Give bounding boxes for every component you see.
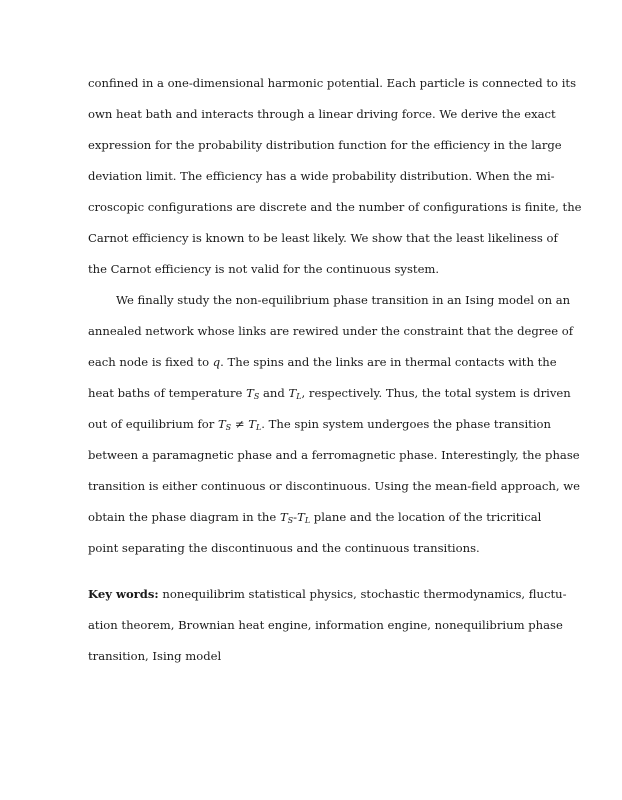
text-line: deviation limit. The efficiency has a wide probability distribution. When the mi- (88, 169, 555, 183)
text-span: - (293, 510, 298, 524)
math-subscript-l: L (255, 423, 262, 432)
text-span: and (259, 386, 289, 400)
text-line: between a paramagnetic phase and a ferromagnetic phase. Interestingly, the phase (88, 448, 580, 462)
math-subscript-s: S (253, 392, 260, 401)
math-subscript-s: S (225, 423, 232, 432)
text-span: out of equilibrium for (88, 417, 218, 431)
text-span: . The spins and the links are in thermal contacts with the (220, 355, 557, 369)
text-span: , respectively. Thus, the total system is driven (301, 386, 571, 400)
text-line: ation theorem, Brownian heat engine, information engine, nonequilibrium phase (88, 618, 563, 632)
math-variable-t: T (297, 510, 305, 524)
text-line: We finally study the non-equilibrium phase transition in an Ising model on an (116, 293, 571, 307)
text-span: each node is fixed to (88, 355, 213, 369)
keywords-label: Key words: (88, 587, 159, 601)
math-subscript-s: S (287, 516, 294, 525)
math-variable-t: T (217, 417, 226, 431)
math-variable-t: T (248, 417, 256, 431)
text-line: point separating the discontinuous and the continuous transitions. (88, 541, 480, 555)
text-line: the Carnot efficiency is not valid for the continuous system. (88, 262, 440, 276)
text-line (88, 587, 567, 603)
text-line: Carnot efficiency is known to be least likely. We show that the least likeliness of (88, 231, 558, 245)
text-line (88, 510, 542, 526)
text-line (88, 386, 571, 402)
text-span: . The spin system undergoes the phase transition (261, 417, 551, 431)
math-subscript-l: L (296, 392, 302, 401)
text-line: confined in a one-dimensional harmonic potential. Each particle is connected to its (88, 76, 577, 90)
text-span: plane and the location of the tricritical (310, 510, 542, 524)
text-span: nonequilibrim statistical physics, stochastic thermodynamics, fluctu- (158, 587, 567, 601)
text-line (88, 417, 551, 433)
text-line: transition, Ising model (88, 649, 222, 663)
text-line: annealed network whose links are rewired under the constraint that the degree of (88, 324, 574, 338)
math-not-equal: ≠ (231, 417, 249, 431)
math-variable-t: T (279, 510, 288, 524)
math-variable-t: T (246, 386, 254, 400)
text-line: expression for the probability distribution function for the efficiency in the large (88, 138, 562, 152)
math-variable-q: q (212, 355, 221, 369)
text-span: obtain the phase diagram in the (88, 510, 280, 524)
text-span: heat baths of temperature (88, 386, 247, 400)
math-variable-t: T (288, 386, 297, 400)
text-line (88, 355, 557, 371)
text-line: own heat bath and interacts through a linear driving force. We derive the exact (88, 107, 556, 121)
text-line: croscopic configurations are discrete and the number of configurations is finite, the (88, 200, 582, 214)
text-line: transition is either continuous or discontinuous. Using the mean-field approach, we (88, 479, 581, 493)
math-subscript-l: L (304, 516, 311, 525)
